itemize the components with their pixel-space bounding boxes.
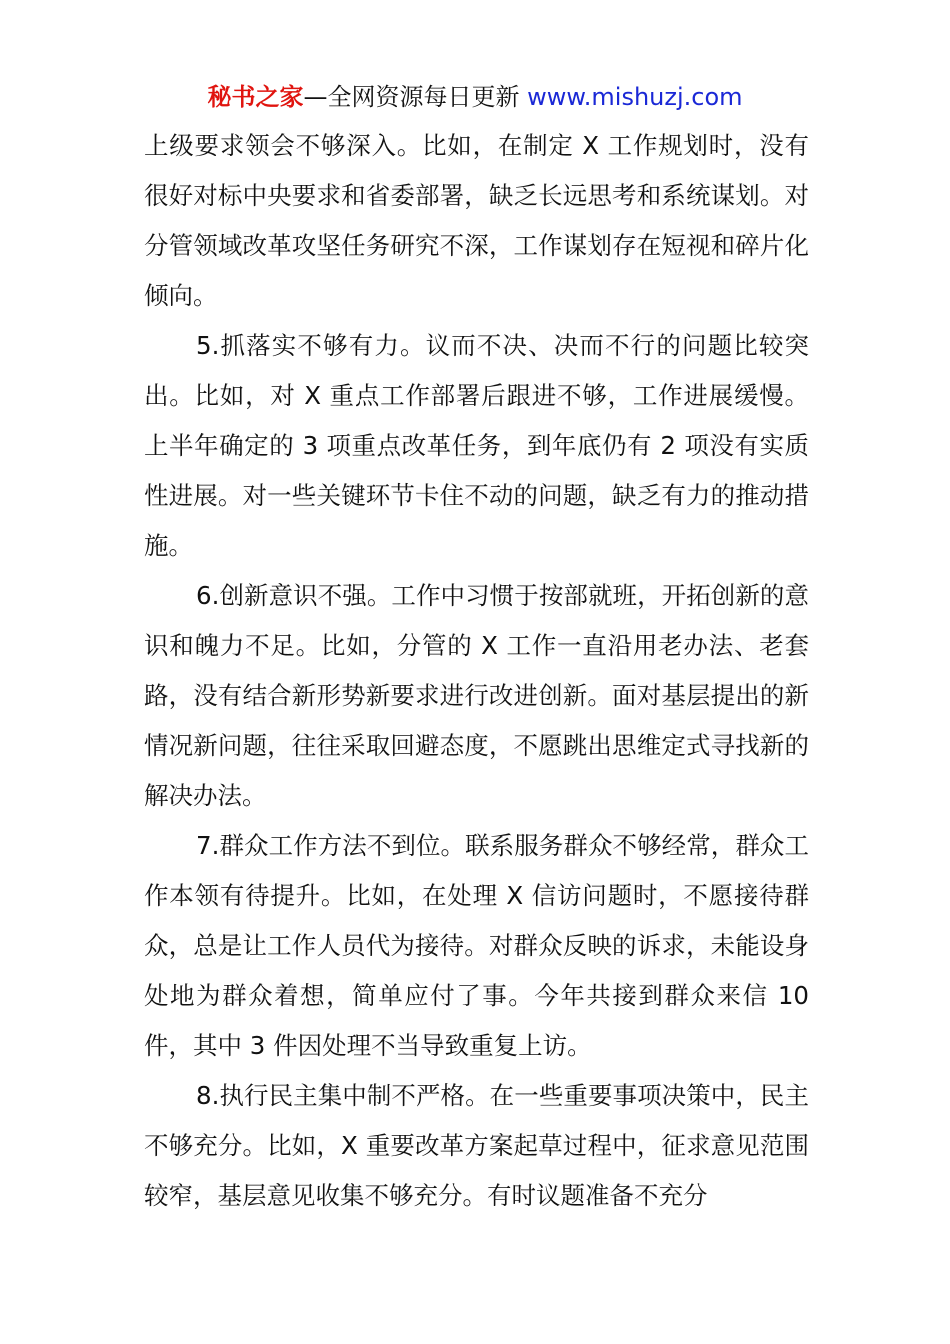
paragraph-item-6: 6.创新意识不强。工作中习惯于按部就班，开拓创新的意识和魄力不足。比如，分管的 X 工作一直沿用老办法、老套路，没有结合新形势新要求进行改进创新。面对基层提出的新情况新问题，往往采取回避态度，不愿跳出思维定式寻找新的解决办法。 (144, 581, 809, 810)
paragraph-item-7: 7.群众工作方法不到位。联系服务群众不够经常，群众工作本领有待提升。比如，在处理 X 信访问题时，不愿接待群众，总是让工作人员代为接待。对群众反映的诉求，未能设身处地为群众着想，简单应付了事。今年共接到群众来信 10 件，其中 3 件因处理不当导致重复上访。 (144, 831, 809, 1060)
site-link[interactable]: www.mishuzj.com (527, 83, 743, 111)
paragraph-item-5: 5.抓落实不够有力。议而不决、决而不行的问题比较突出。比如，对 X 重点工作部署后跟进不够，工作进展缓慢。上半年确定的 3 项重点改革任务，到年底仍有 2 项没有实质性进展。对一些关键环节卡住不动的问题，缺乏有力的推动措施。 (144, 331, 809, 560)
page-header (0, 82, 950, 112)
paragraph-item-8: 8.执行民主集中制不严格。在一些重要事项决策中，民主不够充分。比如，X 重要改革方案起草过程中，征求意见范围较窄，基层意见收集不够充分。有时议题准备不充分 (144, 1081, 809, 1210)
header-tagline: —全网资源每日更新 (303, 83, 528, 111)
paragraph-continuation: 上级要求领会不够深入。比如，在制定 X 工作规划时，没有很好对标中央要求和省委部署，缺乏长远思考和系统谋划。对分管领域改革攻坚任务研究不深，工作谋划存在短视和碎片化倾向。 (144, 131, 809, 310)
brand-name: 秘书之家 (207, 83, 304, 111)
document-body (144, 121, 809, 1221)
